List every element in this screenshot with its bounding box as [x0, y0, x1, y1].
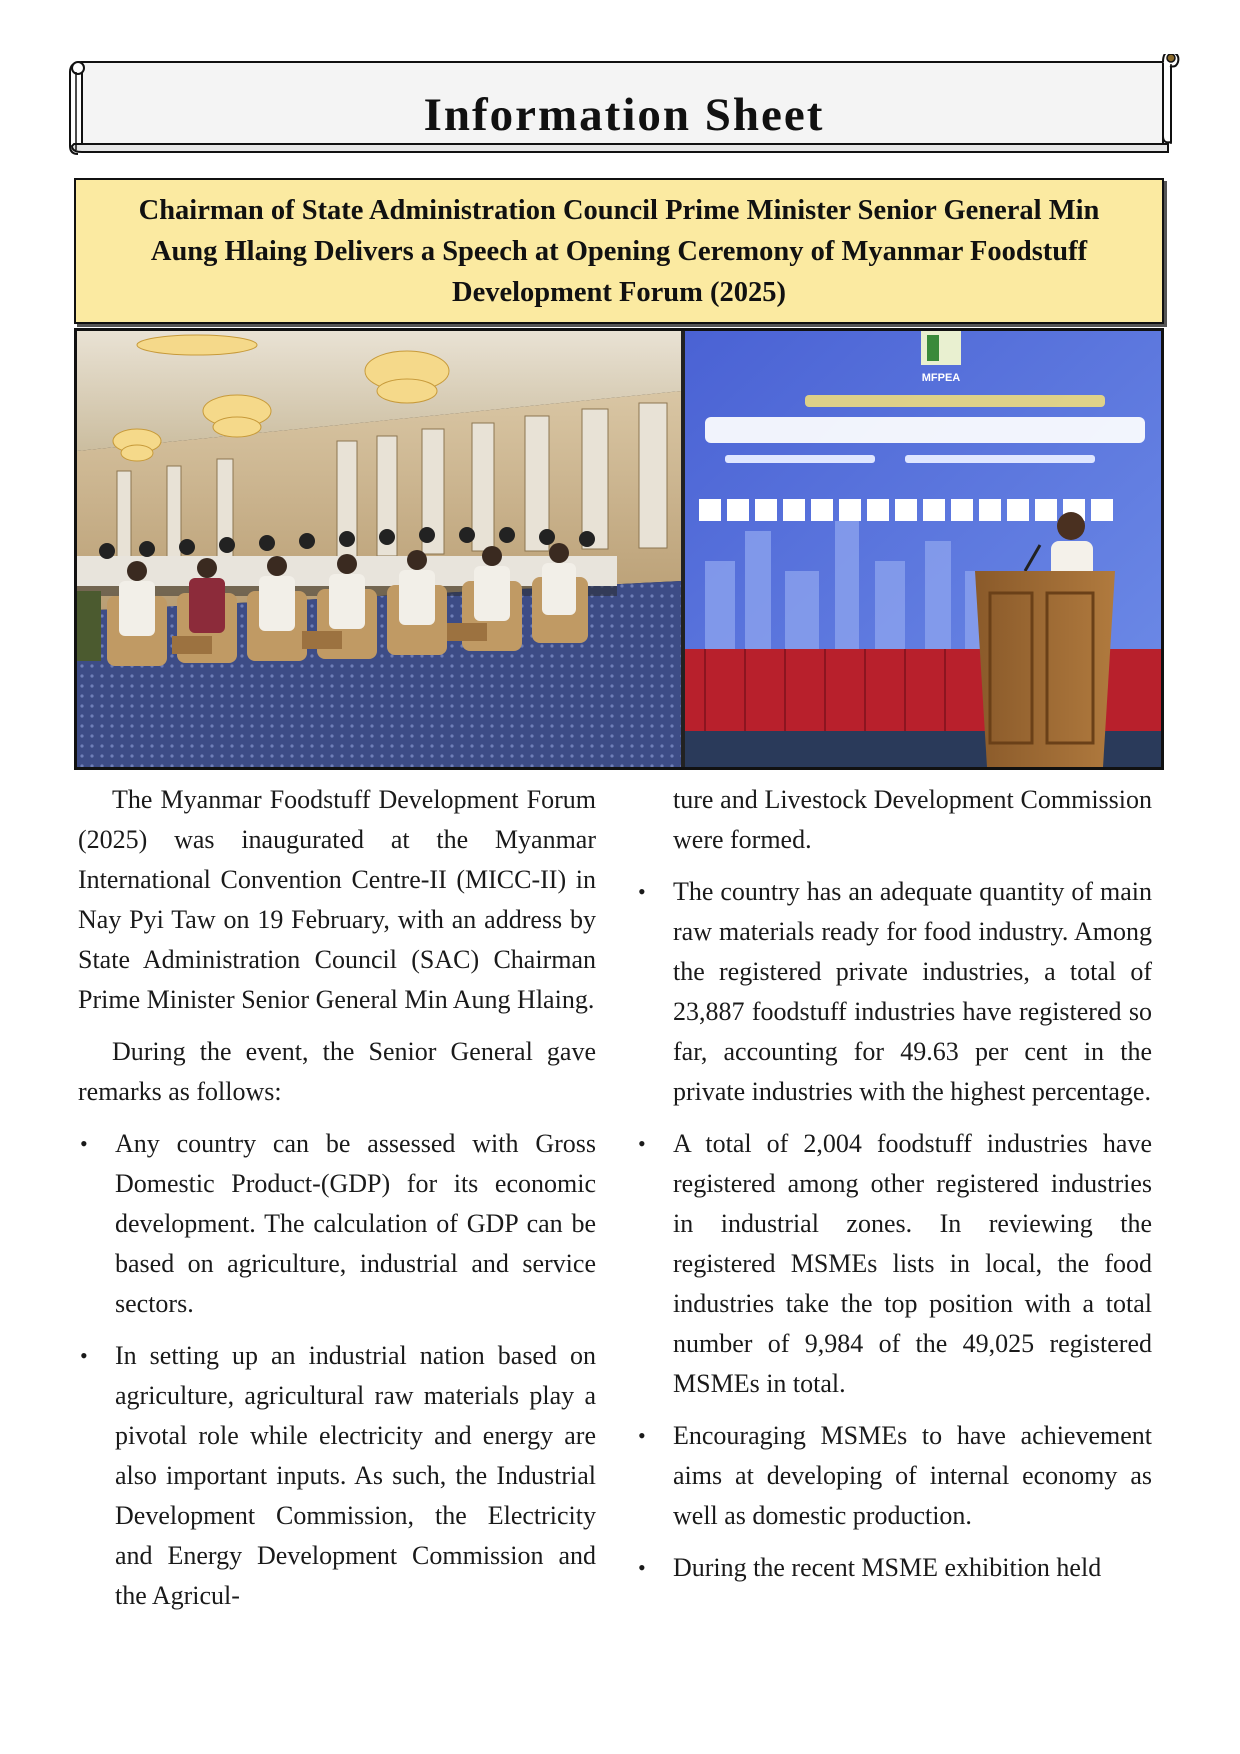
bullet-icon: • [638, 1555, 646, 1580]
list-item [78, 1336, 596, 1616]
list-item [636, 872, 1152, 1112]
photo-frame [74, 328, 1164, 770]
title-banner [68, 54, 1180, 168]
page-title: Information Sheet [423, 89, 825, 141]
speaker-stage-photo [685, 331, 1161, 767]
continued-text: ture and Livestock Development Commission were formed. [673, 785, 1152, 854]
article-headline: Chairman of State Administration Council Prime Minister Senior General Min Aung Hlaing Delivers a Speech at Opening Ceremony of Myanmar Foodstuff Development Forum (2025) [138, 194, 1100, 308]
body-column-right [636, 780, 1152, 1600]
audience-hall-photo [77, 331, 681, 767]
list-item [636, 1548, 1152, 1588]
list-item-text: A total of 2,004 foodstuff industries have registered among other registered industries in industrial zones. In reviewing the registered MSMEs lists in local, the food industries take the top position with a total number of 9,984 of the 49,025 registered MSMEs in total. [673, 1129, 1152, 1398]
list-item [78, 1124, 596, 1324]
list-item-text: During the recent MSME exhibition held [673, 1553, 1102, 1582]
bullet-icon: • [638, 1423, 646, 1448]
list-item-text: The country has an adequate quantity of main raw materials ready for food industry. Among the registered private industries, a total of 23,887 foodstuff industries have registered so far, accounting for 49.63 per cent in the private industries with the highest percentage. [673, 877, 1152, 1106]
list-item-text: In setting up an industrial nation based on agriculture, agricultural raw materials play a pivotal role while electricity and energy are also important inputs. As such, the Industrial Development Commission, the Electricity and Energy Development Commission and the Agricul- [115, 1341, 596, 1610]
bullet-icon: • [638, 1131, 646, 1156]
remarks-list-right [636, 872, 1152, 1588]
list-item [636, 1416, 1152, 1536]
remarks-list-left [78, 1124, 596, 1616]
list-item-text: Any country can be assessed with Gross Domestic Product-(GDP) for its economic development. The calculation of GDP can be based on agriculture, industrial and service sectors. [115, 1129, 596, 1318]
event-logo-text: MFPEA [921, 372, 961, 384]
list-item [636, 1124, 1152, 1404]
bullet-icon: • [638, 879, 646, 904]
remarks-intro-paragraph: During the event, the Senior General gave remarks as follows: [78, 1037, 596, 1106]
body-column-left [78, 780, 596, 1628]
bullet-icon: • [80, 1131, 88, 1156]
list-item-text: Encouraging MSMEs to have achievement aims at developing of internal economy as well as domestic production. [673, 1421, 1152, 1530]
bullet-icon: • [80, 1343, 88, 1368]
headline-box [74, 178, 1164, 324]
intro-paragraph: The Myanmar Foodstuff Development Forum (2025) was inaugurated at the Myanmar International Convention Centre-II (MICC-II) in Nay Pyi Taw on 19 February, with an address by State Administration Council (SAC) Chairman Prime Minister Senior General Min Aung Hlaing. [78, 785, 596, 1014]
